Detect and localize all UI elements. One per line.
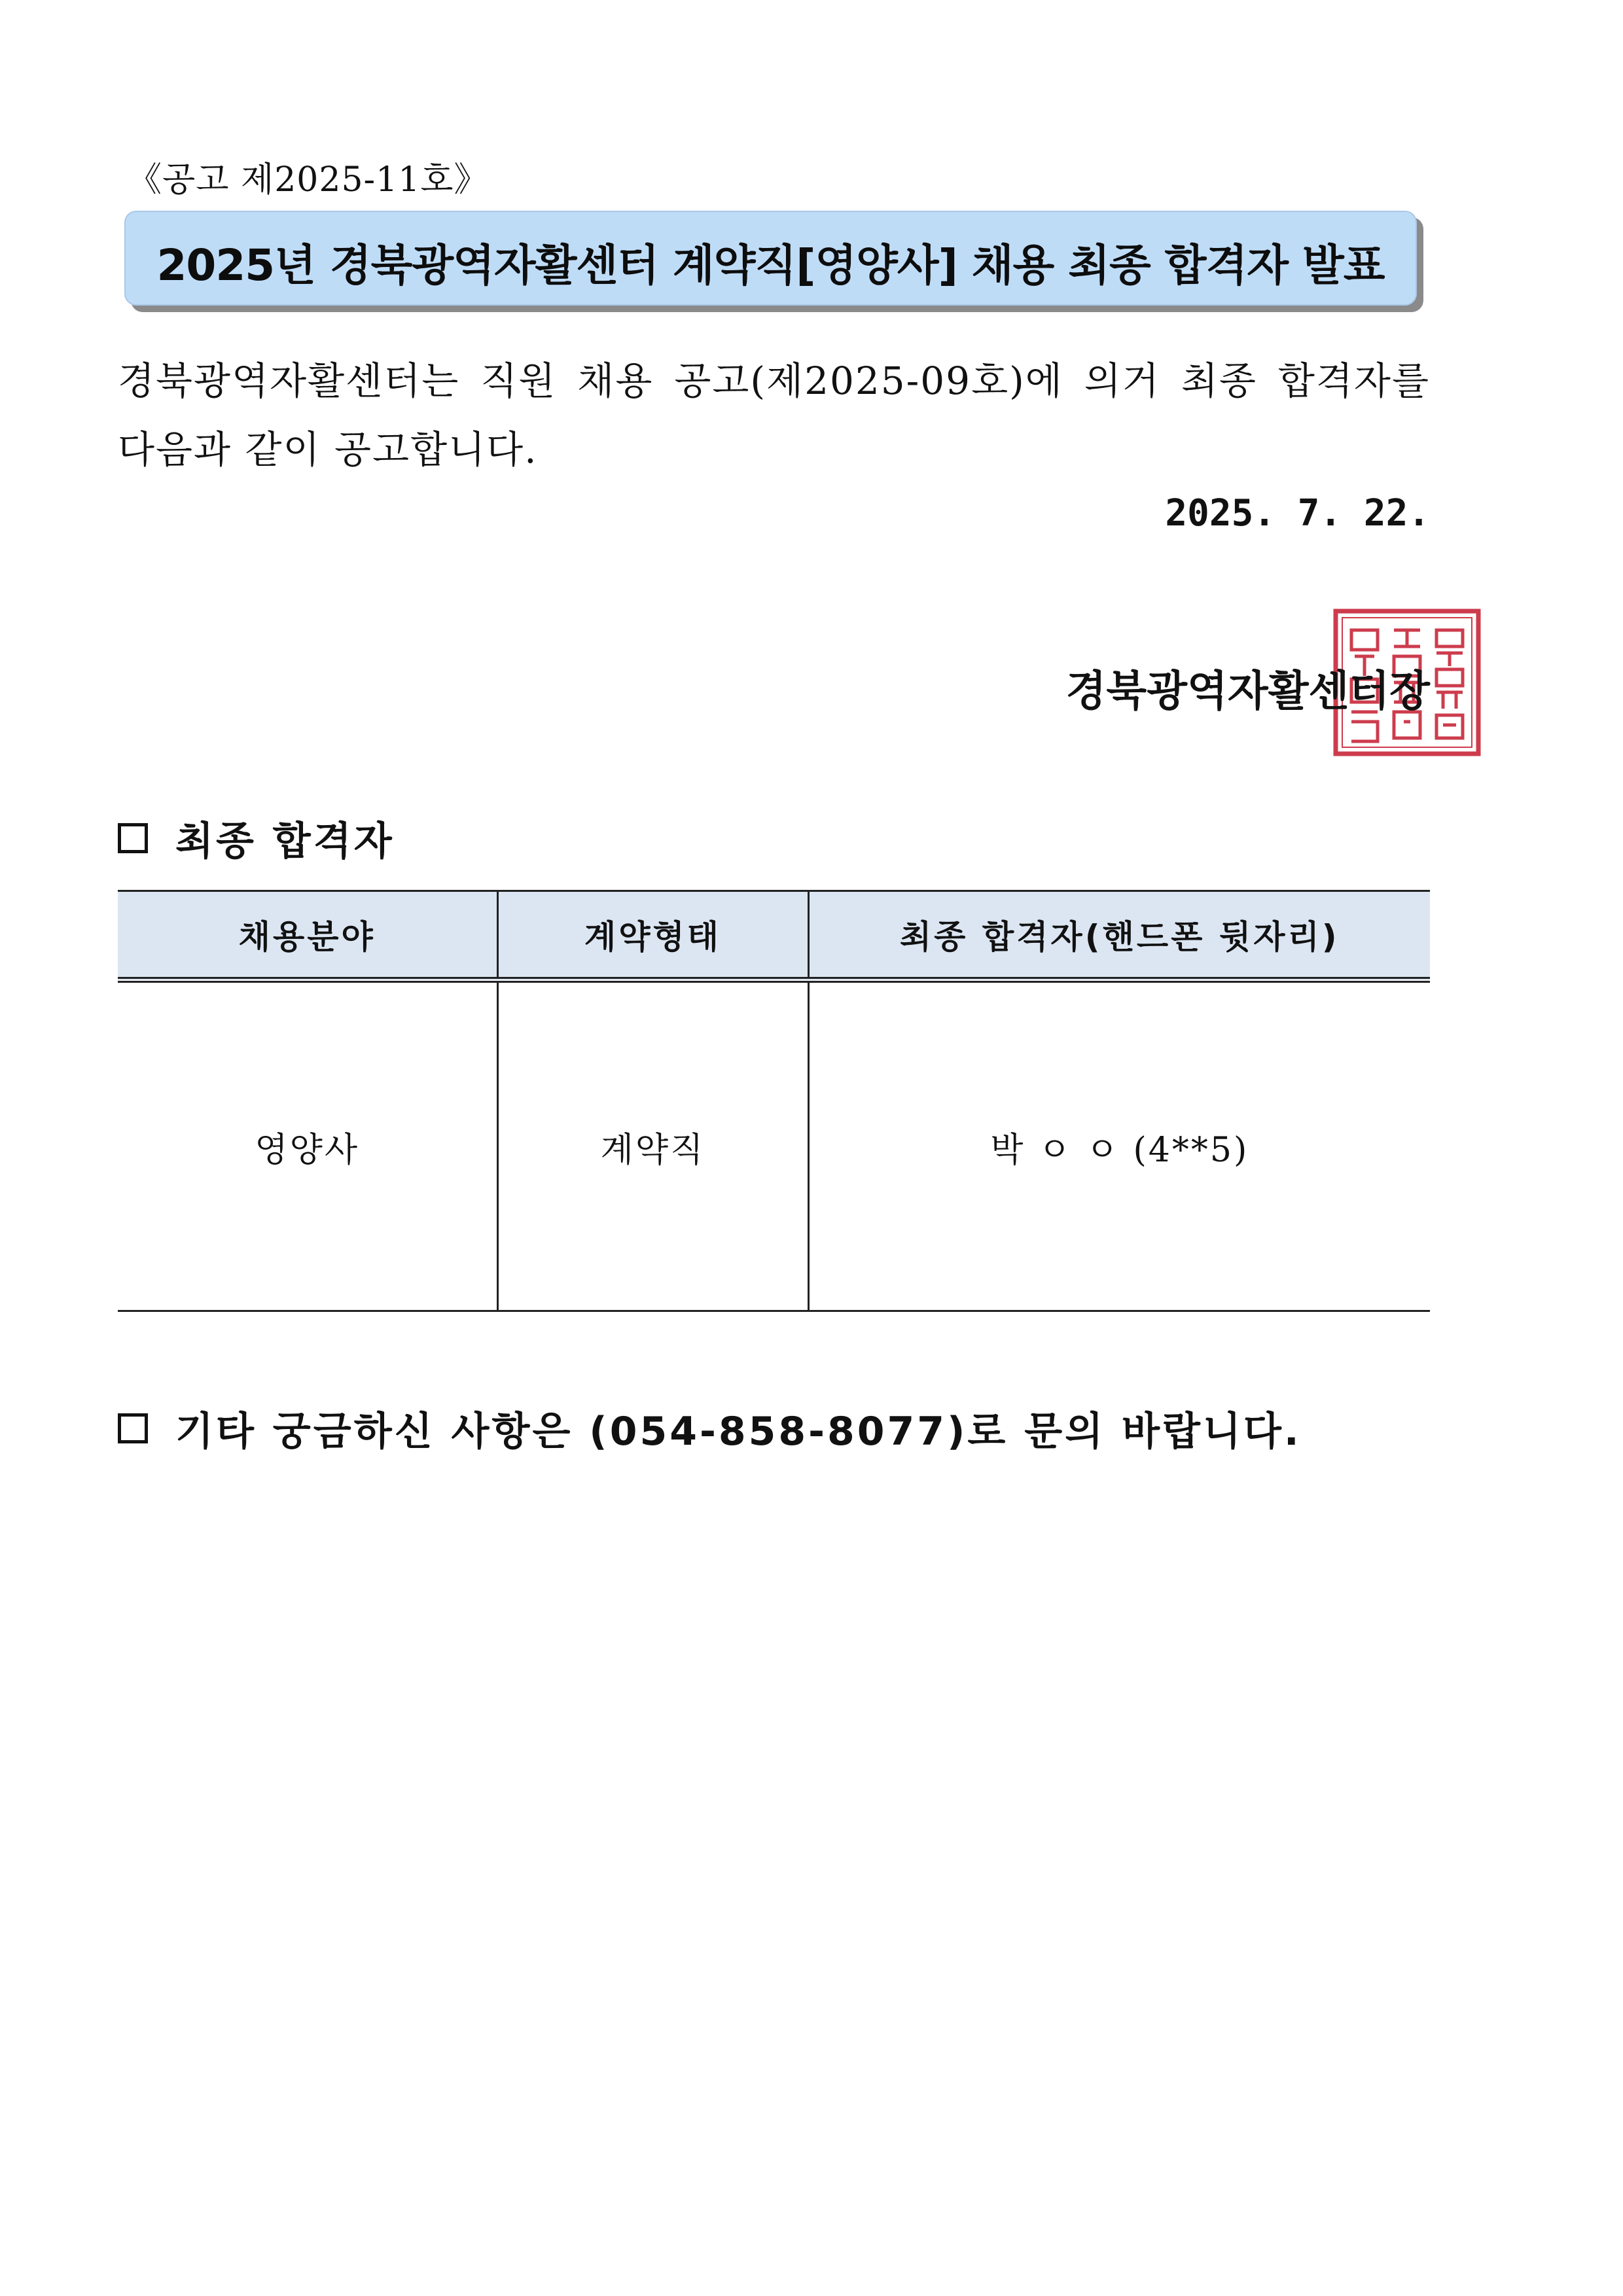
announcement-body: 경북광역자활센터는 직원 채용 공고(제2025-09호)에 의거 최종 합격자를 다음과 같이 공고합니다. xyxy=(118,359,1430,472)
section-contact xyxy=(118,1400,1302,1457)
title-banner xyxy=(124,211,1417,306)
cell-recruitment-field: 영양사 xyxy=(118,980,497,1311)
cell-contract-type: 계약직 xyxy=(497,980,808,1311)
header-recruitment-field: 채용분야 xyxy=(118,891,497,980)
signer-name: 경북광역자활센터장 xyxy=(1065,667,1430,716)
notice-number: 《공고 제2025-11호》 xyxy=(128,160,489,200)
contact-notice-text: 기타 궁금하신 사항은 (054-858-8077)로 문의 바랍니다. xyxy=(175,1409,1302,1455)
document-title: 2025년 경북광역자활센터 계약직[영양사] 채용 최종 합격자 발표 xyxy=(156,240,1385,291)
header-final-passer: 최종 합격자(핸드폰 뒷자리) xyxy=(808,891,1430,980)
table-header-row xyxy=(118,891,1430,980)
checkbox-icon xyxy=(118,1413,148,1443)
cell-final-passer: 박 ㅇ ㅇ (4**5) xyxy=(808,980,1430,1311)
section-final-passers-label: 최종 합격자 xyxy=(175,819,395,864)
checkbox-icon xyxy=(118,823,148,853)
announcement-date: 2025. 7. 22. xyxy=(1165,492,1430,535)
header-contract-type: 계약형태 xyxy=(497,891,808,980)
final-passers-table xyxy=(118,890,1430,1312)
table-row xyxy=(118,980,1430,1311)
section-final-passers xyxy=(118,810,395,866)
